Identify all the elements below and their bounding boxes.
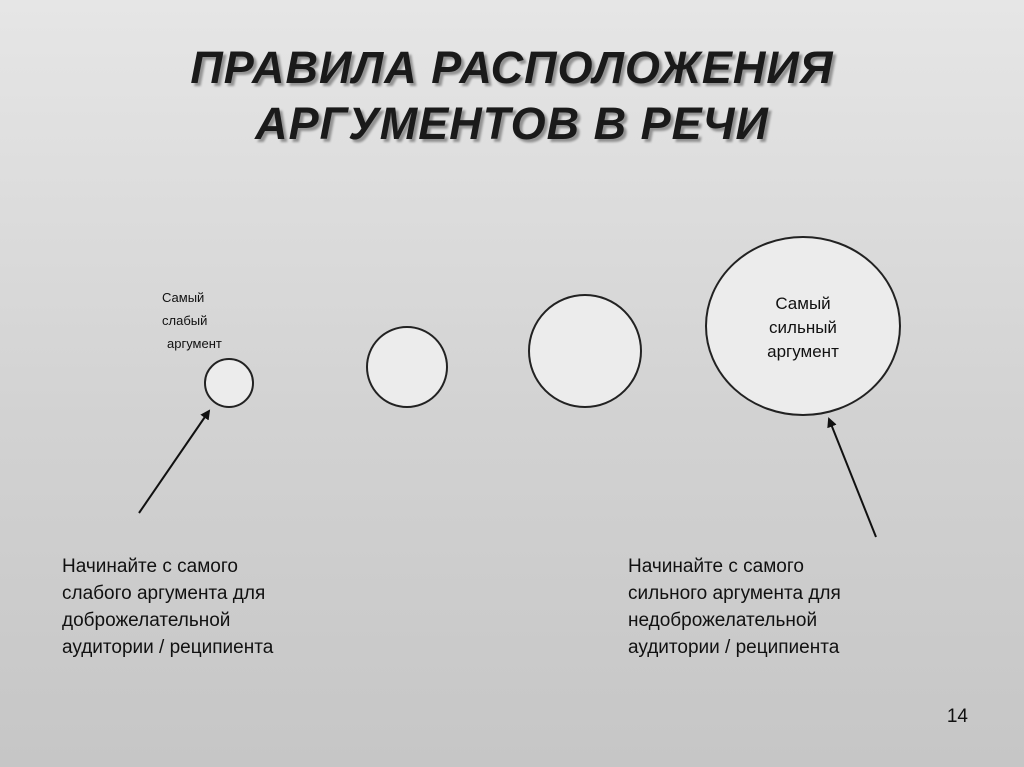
note-left-line-2: слабого аргумента для — [62, 583, 266, 604]
note-right-line-4: аудитории / реципиента — [628, 637, 840, 658]
note-left-line-4: аудитории / реципиента — [62, 637, 274, 658]
note-right-line-1: Начинайте с самого — [628, 556, 804, 577]
strongest-argument-label — [743, 292, 863, 364]
circle-strong-argument — [529, 295, 641, 407]
slide-title-line-2: АРГУМЕНТОВ В РЕЧИ — [255, 98, 769, 149]
note-right-line-3: недоброжелательной — [628, 610, 818, 631]
note-strongest-first — [628, 553, 841, 661]
strongest-label-line-1: Самый — [775, 294, 831, 313]
circle-weak-argument — [367, 327, 447, 407]
weakest-label-line-1: Самый — [162, 290, 205, 305]
strongest-label-line-2: сильный — [769, 318, 837, 337]
note-right-line-2: сильного аргумента для — [628, 583, 841, 604]
arrow-to-strongest — [829, 419, 876, 537]
weakest-label-line-2: слабый — [162, 313, 208, 328]
arrow-to-weakest — [139, 411, 209, 513]
note-weakest-first — [62, 553, 273, 661]
weakest-label-line-3: аргумент — [167, 336, 222, 351]
note-left-line-1: Начинайте с самого — [62, 556, 238, 577]
circle-weakest-argument — [205, 359, 253, 407]
strongest-label-line-3: аргумент — [767, 342, 839, 361]
page-number: 14 — [946, 706, 968, 727]
weakest-argument-label — [162, 286, 222, 355]
note-left-line-3: доброжелательной — [62, 610, 231, 631]
slide-title-line-1: ПРАВИЛА РАСПОЛОЖЕНИЯ — [190, 42, 834, 93]
